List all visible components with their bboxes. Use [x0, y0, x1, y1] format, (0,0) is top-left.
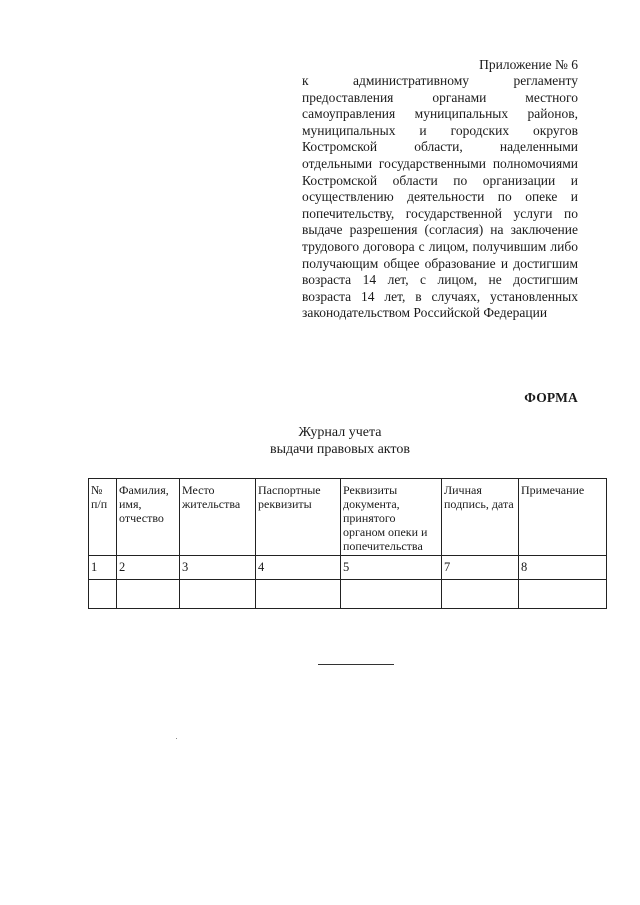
table-cell: 8	[519, 556, 607, 580]
table-cell-empty	[256, 580, 341, 609]
table-cell: 3	[180, 556, 256, 580]
header-cell-full-name: Фамилия, имя, отчество	[117, 479, 180, 556]
journal-title-line-1: Журнал учета	[298, 425, 382, 440]
table-row-numbering	[89, 556, 607, 580]
appendix-title: Приложение № 6	[479, 57, 578, 72]
table-cell-empty	[89, 580, 117, 609]
table-cell: 5	[341, 556, 442, 580]
table-cell-empty	[442, 580, 519, 609]
journal-title-line-2: выдачи правовых актов	[270, 442, 410, 457]
header-cell-passport: Паспортные реквизиты	[256, 479, 341, 556]
header-cell-signature: Личная подпись, дата	[442, 479, 519, 556]
journal-title	[240, 424, 440, 458]
scan-speck	[176, 738, 177, 739]
table-cell-empty	[180, 580, 256, 609]
table-cell-empty	[519, 580, 607, 609]
header-cell-note: Примечание	[519, 479, 607, 556]
table-header-row	[89, 479, 607, 556]
table-cell-empty	[341, 580, 442, 609]
header-cell-number: № п/п	[89, 479, 117, 556]
header-cell-residence: Место жительства	[180, 479, 256, 556]
table-cell: 2	[117, 556, 180, 580]
table-cell-empty	[117, 580, 180, 609]
table-cell: 1	[89, 556, 117, 580]
table-cell: 4	[256, 556, 341, 580]
appendix-text: к административному регламенту предоставления органами местного самоуправления муниципальных районов, муниципальных и городских округов Костромской области, наделенными отдельными государственными полномочиями Костромской области по организации и осуществлению деятельности по опеке и попечительству, государственной услуги по выдаче разрешения (согласия) на заключение трудового договора с лицом, получившим либо получающим общее образование и достигшим возраста 14 лет, с лицом, не достигшим возраста 14 лет, в случаях, установленных законодательством Российской Федерации	[302, 73, 578, 321]
table-cell: 7	[442, 556, 519, 580]
form-label: ФОРМА	[524, 390, 578, 405]
end-divider	[318, 664, 394, 665]
header-cell-document: Реквизиты документа, принятого органом опеки и попечительства	[341, 479, 442, 556]
table-row-empty	[89, 580, 607, 609]
journal-table	[88, 478, 607, 609]
